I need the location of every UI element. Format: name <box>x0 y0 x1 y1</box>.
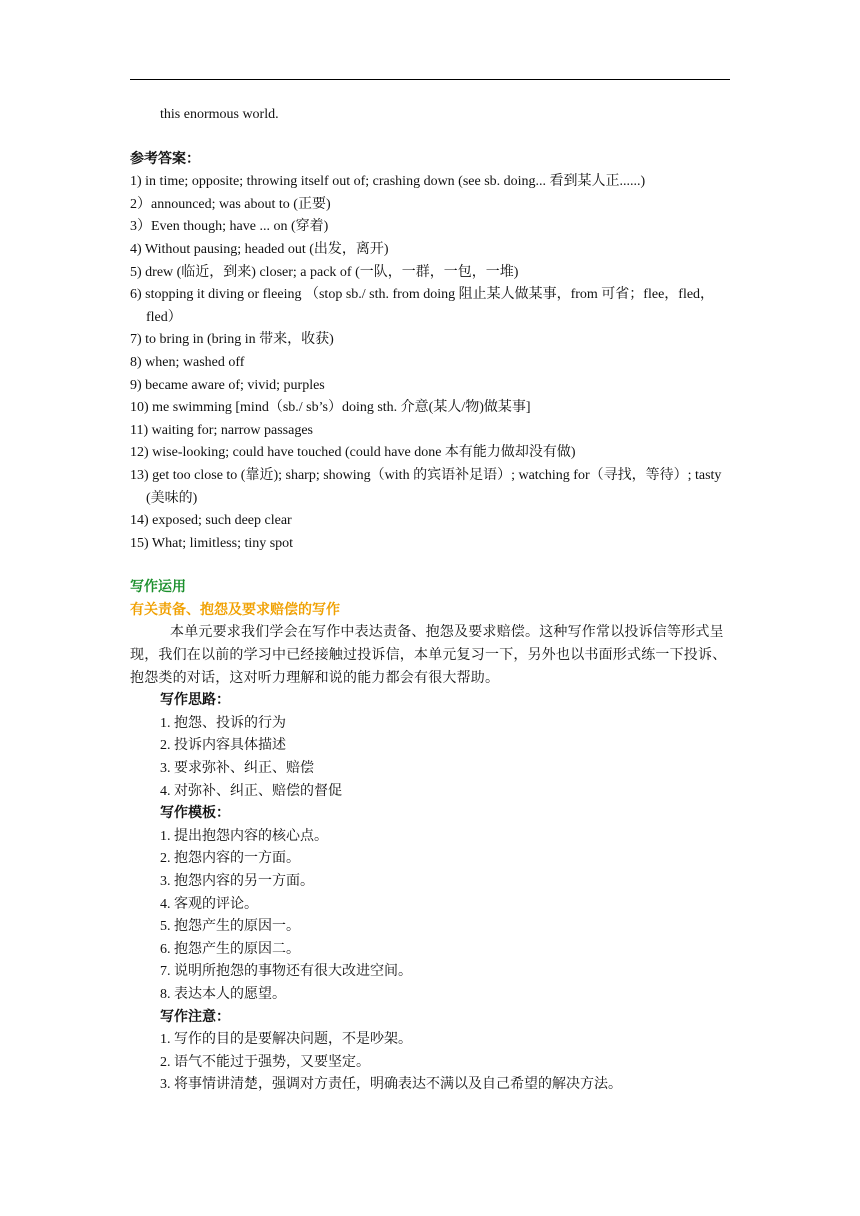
note-item: 3. 将事情讲清楚，强调对方责任，明确表达不满以及自己希望的解决方法。 <box>160 1077 622 1093</box>
spacer <box>130 555 732 577</box>
answer-item: 2）announced; was about to (正要) <box>130 196 331 212</box>
header-rule <box>130 79 730 80</box>
idea-item: 4. 对弥补、纠正、赔偿的督促 <box>160 783 342 799</box>
answers-list <box>130 171 732 555</box>
notes-heading: 写作注意： <box>160 1009 230 1025</box>
answer-item: 3）Even though; have ... on (穿着) <box>130 219 329 235</box>
notes-list <box>130 1029 732 1097</box>
template-item: 8. 表达本人的愿望。 <box>160 986 286 1002</box>
answer-item: 13) get too close to (靠近); sharp; showing（with 的宾语补足语）; watching for（寻找，等待）; tasty (美味的) <box>130 467 722 506</box>
ideas-list <box>130 713 732 803</box>
answer-item: 11) waiting for; narrow passages <box>130 422 313 438</box>
template-item: 7. 说明所抱怨的事物还有很大改进空间。 <box>160 964 412 980</box>
answer-item: 12) wise-looking; could have touched (could have done 本有能力做却没有做) <box>130 445 576 461</box>
intro-paragraph: 本单元要求我们学会在写作中表达责备、抱怨及要求赔偿。这种写作常以投诉信等形式呈现，我们在以前的学习中已经接触过投诉信，本单元复习一下，另外也以书面形式练一下投诉、抱怨类的对话，这对听力理解和说的能力都会有很大帮助。 <box>130 625 727 686</box>
answer-item: 4) Without pausing; headed out (出发，离开) <box>130 241 389 257</box>
template-item: 4. 客观的评论。 <box>160 896 258 912</box>
note-item: 1. 写作的目的是要解决问题，不是吵架。 <box>160 1032 412 1048</box>
template-item: 5. 抱怨产生的原因一。 <box>160 919 300 935</box>
answers-heading: 参考答案： <box>130 151 200 167</box>
writing-subheading: 有关责备、抱怨及要求赔偿的写作 <box>130 602 340 618</box>
writing-heading: 写作运用 <box>130 580 186 596</box>
document-body <box>130 104 732 1097</box>
note-item: 2. 语气不能过于强势，又要坚定。 <box>160 1054 370 1070</box>
answer-item: 1) in time; opposite; throwing itself out of; crashing down (see sb. doing... 看到某人正......) <box>130 174 646 190</box>
ideas-heading: 写作思路： <box>160 693 230 709</box>
answer-item: 7) to bring in (bring in 带来，收获) <box>130 332 334 348</box>
template-item: 1. 提出抱怨内容的核心点。 <box>160 828 328 844</box>
idea-item: 3. 要求弥补、纠正、赔偿 <box>160 761 314 777</box>
top-fragment: this enormous world. <box>160 107 279 122</box>
template-item: 3. 抱怨内容的另一方面。 <box>160 874 314 889</box>
answer-item: 5) drew (临近，到来) closer; a pack of (一队，一群，一包，一堆) <box>130 264 519 280</box>
answer-item: 8) when; washed off <box>130 354 245 370</box>
answer-item: 10) me swimming [mind（sb./ sb’s）doing sth. 介意(某人/物)做某事] <box>130 400 531 416</box>
answer-item: 9) became aware of; vivid; purples <box>130 377 325 393</box>
answer-item: 6) stopping it diving or fleeing （stop sb./ sth. from doing 阻止某人做某事，from 可省；flee，fled，fled） <box>130 287 715 325</box>
idea-item: 1. 抱怨、投诉的行为 <box>160 715 286 731</box>
template-heading: 写作模板： <box>160 806 230 822</box>
spacer <box>130 127 732 149</box>
answer-item: 14) exposed; such deep clear <box>130 513 292 529</box>
template-item: 6. 抱怨产生的原因二。 <box>160 941 300 957</box>
answer-item: 15) What; limitless; tiny spot <box>130 535 294 551</box>
template-list <box>130 826 732 1007</box>
idea-item: 2. 投诉内容具体描述 <box>160 738 286 754</box>
template-item: 2. 抱怨内容的一方面。 <box>160 851 300 867</box>
